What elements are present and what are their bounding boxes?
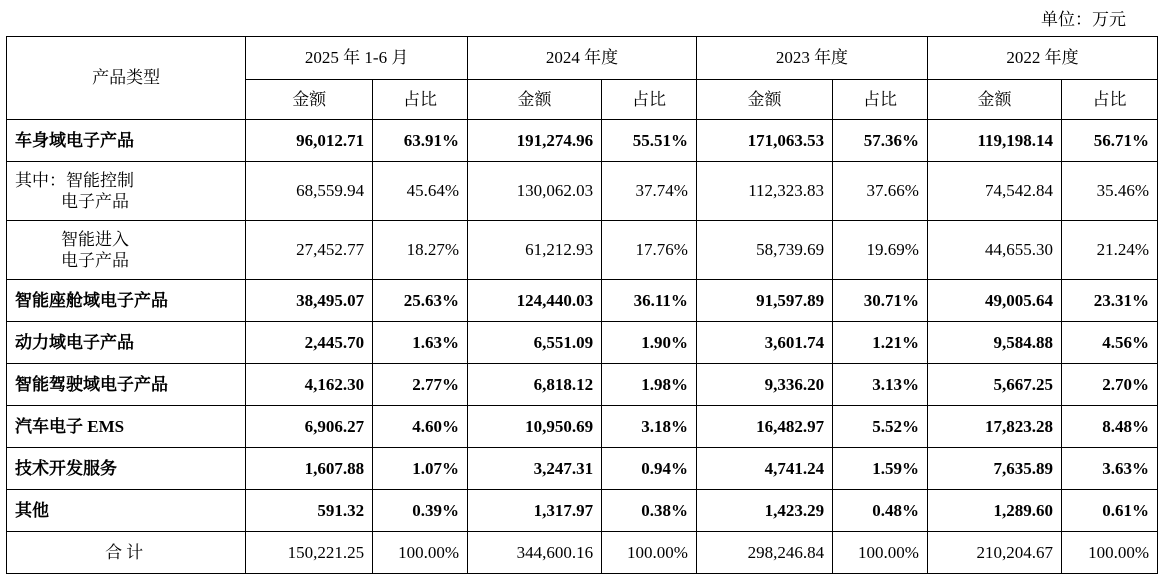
row-cell: 27,452.77 (246, 221, 373, 280)
row-cell: 8.48% (1062, 406, 1158, 448)
row-cell: 45.64% (373, 162, 468, 221)
table-row (7, 120, 1158, 162)
table-row (7, 448, 1158, 490)
header-period-1: 2024 年度 (468, 37, 697, 80)
row-cell: 0.48% (833, 490, 928, 532)
row-label-line2: 电子产品 (61, 251, 129, 270)
row-cell: 56.71% (1062, 120, 1158, 162)
table-row (7, 406, 1158, 448)
row-cell: 23.31% (1062, 280, 1158, 322)
row-label-line1: 其中：智能控制 (15, 170, 134, 190)
header-category: 产品类型 (7, 37, 246, 120)
header-share-3: 占比 (1062, 80, 1158, 120)
row-cell: 25.63% (373, 280, 468, 322)
table-row (7, 162, 1158, 221)
row-label: 车身域电子产品 (7, 120, 246, 162)
row-cell: 3.18% (602, 406, 697, 448)
row-cell: 30.71% (833, 280, 928, 322)
row-cell: 124,440.03 (468, 280, 602, 322)
header-share-2: 占比 (833, 80, 928, 120)
row-cell: 1,607.88 (246, 448, 373, 490)
total-cell: 150,221.25 (246, 532, 373, 574)
row-cell: 3,247.31 (468, 448, 602, 490)
row-cell: 18.27% (373, 221, 468, 280)
table-row (7, 322, 1158, 364)
header-period-3: 2022 年度 (927, 37, 1157, 80)
total-cell: 100.00% (602, 532, 697, 574)
total-cell: 344,600.16 (468, 532, 602, 574)
row-label (7, 221, 246, 280)
total-label: 合计 (7, 532, 246, 574)
row-cell: 591.32 (246, 490, 373, 532)
unit-note: 单位：万元 (1041, 10, 1126, 29)
row-cell: 6,906.27 (246, 406, 373, 448)
row-label-line2: 电子产品 (61, 192, 129, 211)
row-label-line1: 智能进入 (61, 229, 129, 249)
row-cell: 1,317.97 (468, 490, 602, 532)
row-cell: 63.91% (373, 120, 468, 162)
row-cell: 3.63% (1062, 448, 1158, 490)
row-cell: 21.24% (1062, 221, 1158, 280)
row-cell: 17,823.28 (927, 406, 1061, 448)
table-row (7, 364, 1158, 406)
row-cell: 38,495.07 (246, 280, 373, 322)
row-cell: 4.60% (373, 406, 468, 448)
row-cell: 112,323.83 (696, 162, 832, 221)
header-amount-0: 金额 (246, 80, 373, 120)
row-cell: 191,274.96 (468, 120, 602, 162)
row-cell: 1,423.29 (696, 490, 832, 532)
header-share-1: 占比 (602, 80, 697, 120)
row-cell: 16,482.97 (696, 406, 832, 448)
row-cell: 2.77% (373, 364, 468, 406)
total-cell: 100.00% (373, 532, 468, 574)
row-cell: 5,667.25 (927, 364, 1061, 406)
header-period-2: 2023 年度 (696, 37, 927, 80)
row-cell: 119,198.14 (927, 120, 1061, 162)
row-cell: 0.61% (1062, 490, 1158, 532)
row-cell: 6,551.09 (468, 322, 602, 364)
row-cell: 171,063.53 (696, 120, 832, 162)
total-cell: 100.00% (1062, 532, 1158, 574)
row-cell: 3,601.74 (696, 322, 832, 364)
row-cell: 1.21% (833, 322, 928, 364)
row-cell: 96,012.71 (246, 120, 373, 162)
row-cell: 4,162.30 (246, 364, 373, 406)
row-cell: 37.66% (833, 162, 928, 221)
header-period-0: 2025 年 1-6 月 (246, 37, 468, 80)
row-cell: 44,655.30 (927, 221, 1061, 280)
row-cell: 17.76% (602, 221, 697, 280)
row-cell: 2,445.70 (246, 322, 373, 364)
row-cell: 57.36% (833, 120, 928, 162)
header-amount-2: 金额 (696, 80, 832, 120)
row-cell: 1.90% (602, 322, 697, 364)
table-total-row (7, 532, 1158, 574)
product-revenue-table (6, 36, 1158, 574)
header-amount-3: 金额 (927, 80, 1061, 120)
row-cell: 7,635.89 (927, 448, 1061, 490)
row-cell: 68,559.94 (246, 162, 373, 221)
row-cell: 74,542.84 (927, 162, 1061, 221)
row-cell: 61,212.93 (468, 221, 602, 280)
row-cell: 36.11% (602, 280, 697, 322)
row-cell: 91,597.89 (696, 280, 832, 322)
row-label: 动力域电子产品 (7, 322, 246, 364)
row-cell: 130,062.03 (468, 162, 602, 221)
row-label: 智能驾驶域电子产品 (7, 364, 246, 406)
header-share-0: 占比 (373, 80, 468, 120)
row-cell: 1,289.60 (927, 490, 1061, 532)
table-header-row-periods (7, 37, 1158, 80)
row-cell: 0.38% (602, 490, 697, 532)
row-cell: 4.56% (1062, 322, 1158, 364)
row-label: 汽车电子 EMS (7, 406, 246, 448)
total-cell: 100.00% (833, 532, 928, 574)
total-cell: 210,204.67 (927, 532, 1061, 574)
table-row (7, 280, 1158, 322)
row-cell: 6,818.12 (468, 364, 602, 406)
row-cell: 0.94% (602, 448, 697, 490)
row-cell: 1.63% (373, 322, 468, 364)
row-cell: 1.59% (833, 448, 928, 490)
row-cell: 55.51% (602, 120, 697, 162)
row-cell: 0.39% (373, 490, 468, 532)
row-cell: 5.52% (833, 406, 928, 448)
row-cell: 35.46% (1062, 162, 1158, 221)
row-label (7, 162, 246, 221)
row-cell: 9,336.20 (696, 364, 832, 406)
row-cell: 49,005.64 (927, 280, 1061, 322)
row-label: 技术开发服务 (7, 448, 246, 490)
row-cell: 10,950.69 (468, 406, 602, 448)
row-cell: 37.74% (602, 162, 697, 221)
table-row (7, 221, 1158, 280)
row-cell: 58,739.69 (696, 221, 832, 280)
row-cell: 9,584.88 (927, 322, 1061, 364)
row-label: 智能座舱域电子产品 (7, 280, 246, 322)
row-label: 其他 (7, 490, 246, 532)
row-cell: 3.13% (833, 364, 928, 406)
table-row (7, 490, 1158, 532)
total-cell: 298,246.84 (696, 532, 832, 574)
row-cell: 1.98% (602, 364, 697, 406)
row-cell: 2.70% (1062, 364, 1158, 406)
header-amount-1: 金额 (468, 80, 602, 120)
row-cell: 19.69% (833, 221, 928, 280)
row-cell: 1.07% (373, 448, 468, 490)
row-cell: 4,741.24 (696, 448, 832, 490)
